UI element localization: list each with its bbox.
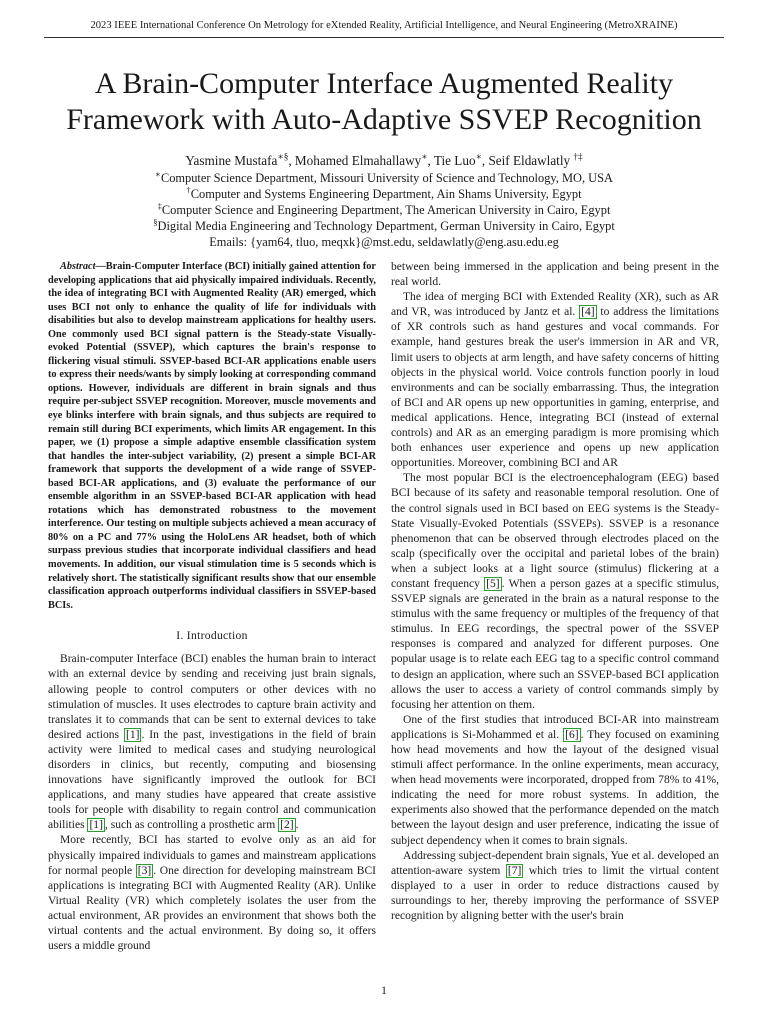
paragraph bbox=[391, 260, 719, 290]
paragraph-text: between being immersed in the application and being present in the real world. bbox=[391, 261, 719, 289]
paragraph-text: . They focused on examining how head movements and how the layout of the designed visual stimuli affect performance. In the online experiments, mean accuracy, when head movements were incorporated, dropped from 78% to 41%, indicating the need for more robust systems. In addition, the experiments also showed that the performance depended on the match between the layout design and user preference, indicating the issue of subject dependency when it comes to brain signals. bbox=[391, 728, 719, 847]
header-rule bbox=[44, 37, 724, 38]
paper-title bbox=[20, 66, 748, 138]
paragraph-text: . When a person gazes at a specific stimulus, SSVEP signals are generated in the brain as a natural response to the stimulus with the same frequency or multiples of the frequency of that stimulus. In EEG recordings, the spectral power of the SSVEP responses is compared and analyzed for different purposes. One popular usage is to relate each EEG tag to a specific control command to design an application, where such an SSVEP-based BCI application allows the user to access a variety of control commands simply by focusing her attention on them. bbox=[391, 577, 719, 711]
abstract bbox=[48, 260, 376, 612]
paragraph-text: , such as controlling a prosthetic arm bbox=[104, 819, 279, 832]
affiliation-mark: ‡ bbox=[157, 200, 162, 211]
paragraph bbox=[391, 713, 719, 849]
paragraph-text: which tries to limit the virtual content displayed to a user in order to reduce distractions caused by surroundings to her, thereby improving the performance of SSVEP recognition by aligning better with the user's brain bbox=[391, 864, 719, 923]
affiliation-text: Computer Science and Engineering Department, The American University in Cairo, Egypt bbox=[161, 203, 611, 217]
paragraph-text: One of the first studies that introduced BCI-AR into mainstream applications is Si-Mohammed et al. bbox=[391, 713, 719, 741]
author-name: Yasmine Mustafa bbox=[185, 153, 278, 168]
citation-link[interactable]: [3] bbox=[137, 864, 152, 877]
author-mark: ∗ bbox=[421, 151, 428, 162]
affiliation-line bbox=[0, 186, 768, 202]
author-name: , Seif Eldawlatly bbox=[481, 153, 574, 168]
abstract-label: Abstract bbox=[60, 261, 96, 272]
paragraph bbox=[391, 471, 719, 713]
citation-link[interactable]: [1] bbox=[125, 728, 140, 741]
paragraph-text: Brain-computer Interface (BCI) enables the human brain to interact with an external device by sending and receiving just brain signals, allowing people to control computers or other devices with no stimulation of muscles. It uses electrodes to capture brain activity and translates it to commands that can be sent to external devices to take desired actions bbox=[48, 653, 376, 741]
abstract-text: —Brain-Computer Interface (BCI) initially gained attention for developing applications that aid physically impaired individuals. Recently, the idea of integrating BCI with Augmented Reality (AR) emerged, which uses BCI not only to enhance the quality of life for individuals with disabilities but also to develop mainstream applications for healthy users. One commonly used BCI signal pattern is the Steady-state Visually-evoked Potential (SSVEP), which captures the brain's response to flickering visual stimuli. SSVEP-based BCI-AR applications enable users to express their needs/wants by simply looking at corresponding command options. However, individuals are different in brain signals and thus require per-subject SSVEP recognition. Moreover, muscle movements and eye blinks interfere with brain signals, and thus subjects are required to remain still during BCI experiments, which limits AR engagement. In this paper, we (1) propose a simple adaptive ensemble classification system that handles the inter-subject variability, (2) present a simple BCI-AR framework that supports the development of a wide range of SSVEP-based BCI-AR applications, and (3) evaluate the performance of our ensemble algorithm in an SSVEP-based BCI-AR application with head rotations which has demonstrated robustness to the movement interference. Our testing on multiple subjects achieved a mean accuracy of 80% on a PC and 77% using the HoloLens AR headset, both of which surpass previous studies that incorporate individual classifiers and head movements. In addition, our visual stimulation time is 5 seconds which is relatively short. The statistically significant results show that our ensemble classification approach outperforms individual classifiers in SSVEP-based BCIs. bbox=[48, 261, 376, 611]
author-mark: ∗ bbox=[475, 151, 482, 162]
section-heading-introduction: I. Introduction bbox=[176, 629, 248, 643]
affiliations bbox=[0, 170, 768, 250]
author-name: , Mohamed Elmahallawy bbox=[288, 153, 422, 168]
affiliation-mark: ∗ bbox=[155, 168, 161, 179]
paragraph-text: More recently, BCI has started to evolve only as an aid for physically impaired individuals to games and mainstream applications for normal people bbox=[48, 834, 376, 877]
conference-header: 2023 IEEE International Conference On Metrology for eXtended Reality, Artificial Intelligence, and Neural Engineering (MetroXRAINE) bbox=[90, 20, 678, 31]
affiliation-text: Computer and Systems Engineering Department, Ain Shams University, Egypt bbox=[190, 187, 582, 201]
title-line-2: Framework with Auto-Adaptive SSVEP Recognition bbox=[66, 103, 702, 136]
affiliation-text: Digital Media Engineering and Technology Department, German University in Cairo, Egypt bbox=[157, 219, 615, 233]
author-list bbox=[0, 152, 768, 169]
affiliation-text: Computer Science Department, Missouri University of Science and Technology, MO, USA bbox=[160, 171, 613, 185]
citation-link[interactable]: [2] bbox=[280, 819, 294, 832]
paragraph-text: Addressing subject-dependent brain signals, Yue et al. developed an attention-aware system bbox=[391, 849, 719, 877]
paragraph-text: . One direction for developing mainstream BCI applications is integrating BCI with Augmented Reality (AR). Unlike Virtual Reality (VR) which completely isolates the user from the actual environment, AR provides an environment that shows both the virtual contents and the actual environment. By doing so, it offers users a middle ground bbox=[48, 864, 377, 953]
citation-link[interactable]: [5] bbox=[486, 577, 500, 590]
affiliation-line bbox=[0, 170, 768, 186]
right-column bbox=[391, 260, 719, 924]
emails-line: Emails: {yam64, tluo, meqxk}@mst.edu, seldawlatly@eng.asu.edu.eg bbox=[209, 235, 559, 249]
paragraph bbox=[391, 290, 719, 471]
paragraph-text: The idea of merging BCI with Extended Reality (XR), such as AR and VR, was introduced by Jantz et al. bbox=[391, 291, 719, 319]
page-number: 1 bbox=[381, 985, 387, 997]
paragraph-text: . bbox=[295, 819, 299, 832]
paragraph bbox=[48, 833, 376, 954]
affiliation-mark: § bbox=[153, 216, 158, 227]
author-mark: †‡ bbox=[573, 151, 583, 162]
author-name: , Tie Luo bbox=[427, 153, 476, 168]
citation-link[interactable]: [4] bbox=[581, 306, 595, 319]
citation-link[interactable]: [6] bbox=[565, 728, 579, 741]
paragraph bbox=[391, 849, 719, 924]
citation-link[interactable]: [7] bbox=[507, 864, 522, 877]
paragraph-text: . In the past, investigations in the field of brain activity were limited to medical cases and studying neurological disorders in clinics, but recently, computing and biosensing innovations have significantly improved the outlook for BCI applications, and many studies have appeared that create assistive tools for people with disability to regain control and communication abilities bbox=[48, 728, 376, 832]
affiliation-line bbox=[0, 202, 768, 218]
title-line-1: A Brain-Computer Interface Augmented Reality bbox=[94, 67, 674, 100]
paragraph-text: to address the limitations of XR controls such as hand gestures and vocal commands. For example, hand gestures break the user's immersion in AR and VR, limit users to objects at arm length, and have safety concerns of hitting objects in the physical world. Voice controls function poorly in loud environments and can be socially embarrassing. Thus, the integration of BCI and AR opens up new opportunities in gaming, enterprise, and medical applications. Hence, integrating BCI (instead of external controls) and AR as an emerging paradigm is more promising which both enhances user experience and opens up new application opportunities. Moreover, combining BCI and AR bbox=[391, 306, 719, 470]
paragraph bbox=[48, 652, 376, 833]
affiliation-mark: † bbox=[186, 184, 191, 195]
left-column bbox=[48, 260, 376, 954]
author-mark: ∗§ bbox=[277, 151, 289, 162]
paragraph-text: The most popular BCI is the electroencephalogram (EEG) based BCI because of its safety and reasonable temporal resolution. One of the control signals used in BCI based on EEG systems is the Steady-State Visually-Evoked Potentials (SSVEPs). SSVEP is a resonance phenomenon that can be observed through electrodes placed on the scalp (specifically over the occipital and parietal lobes of the brain) when a subject looks at a light source (stimulus) flickering at a constant frequency bbox=[391, 472, 719, 590]
affiliation-line bbox=[0, 218, 768, 234]
citation-link[interactable]: [1] bbox=[89, 819, 103, 832]
